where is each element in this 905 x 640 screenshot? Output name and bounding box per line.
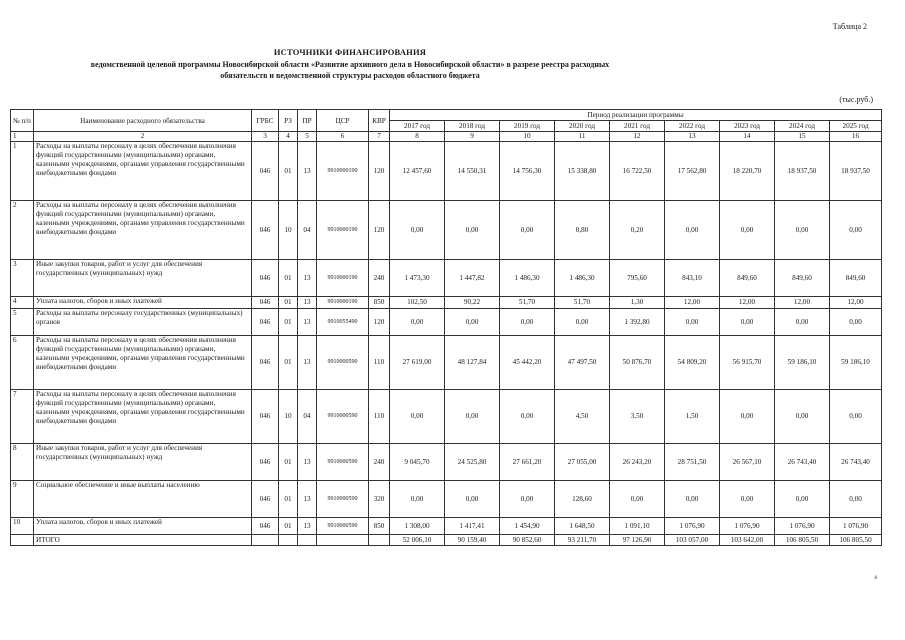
header-name: Наименование расходного обязательства bbox=[34, 110, 252, 132]
year-value: 0,00 bbox=[775, 390, 830, 444]
table-row bbox=[11, 336, 882, 390]
column-number: 12 bbox=[610, 132, 665, 142]
grbs-code: 046 bbox=[252, 390, 279, 444]
year-value: 0,00 bbox=[720, 201, 775, 260]
year-value: 1 486,30 bbox=[555, 260, 610, 297]
year-value: 56 915,70 bbox=[720, 336, 775, 390]
row-number: 6 bbox=[11, 336, 34, 390]
total-row bbox=[11, 535, 882, 546]
year-value: 24 525,80 bbox=[445, 444, 500, 481]
year-value: 3,50 bbox=[610, 390, 665, 444]
expense-name: Уплата налогов, сборов и иных платежей bbox=[34, 518, 252, 535]
year-value: 0,00 bbox=[500, 481, 555, 518]
pr-code: 13 bbox=[298, 518, 317, 535]
csr-code: 9910000590 bbox=[317, 518, 369, 535]
expense-name: Расходы на выплаты персоналу в целях обеспечения выполнения функций государственными (муниципальными) органами, казенными учреждениями, органами управления государственными внебюджетными фондами bbox=[34, 201, 252, 260]
year-value: 54 809,20 bbox=[665, 336, 720, 390]
kvr-code: 850 bbox=[369, 297, 390, 309]
year-value: 12 457,60 bbox=[390, 142, 445, 201]
year-value: 0,00 bbox=[500, 201, 555, 260]
kvr-code: 320 bbox=[369, 481, 390, 518]
table-row bbox=[11, 481, 882, 518]
year-value: 0,00 bbox=[830, 309, 882, 336]
column-number: 4 bbox=[279, 132, 298, 142]
year-value: 0,00 bbox=[555, 309, 610, 336]
row-number: 3 bbox=[11, 260, 34, 297]
csr-code: 9910000590 bbox=[317, 481, 369, 518]
total-empty bbox=[369, 535, 390, 546]
year-value: 18 937,50 bbox=[775, 142, 830, 201]
year-value: 27 661,20 bbox=[500, 444, 555, 481]
rz-code: 01 bbox=[279, 142, 298, 201]
expense-name: Расходы на выплаты персоналу в целях обеспечения выполнения функций государственными (муниципальными) органами, казенными учреждениями, органами управления государственными внебюджетными фондами bbox=[34, 390, 252, 444]
rz-code: 01 bbox=[279, 444, 298, 481]
table-row bbox=[11, 297, 882, 309]
header-year: 2023 год bbox=[720, 121, 775, 132]
csr-code: 9910000590 bbox=[317, 390, 369, 444]
header-year: 2020 год bbox=[555, 121, 610, 132]
header-year: 2024 год bbox=[775, 121, 830, 132]
document-header bbox=[0, 47, 700, 81]
row-number: 9 bbox=[11, 481, 34, 518]
table-row bbox=[11, 201, 882, 260]
year-value: 0,00 bbox=[445, 390, 500, 444]
pr-code: 13 bbox=[298, 297, 317, 309]
year-value: 1 417,41 bbox=[445, 518, 500, 535]
kvr-code: 240 bbox=[369, 260, 390, 297]
year-value: 849,60 bbox=[775, 260, 830, 297]
year-value: 17 562,80 bbox=[665, 142, 720, 201]
row-number: 1 bbox=[11, 142, 34, 201]
pr-code: 13 bbox=[298, 142, 317, 201]
table-row bbox=[11, 260, 882, 297]
grbs-code: 046 bbox=[252, 336, 279, 390]
year-value: 59 186,10 bbox=[775, 336, 830, 390]
year-value: 0,00 bbox=[390, 481, 445, 518]
total-value: 103 057,00 bbox=[665, 535, 720, 546]
year-value: 0,00 bbox=[830, 390, 882, 444]
year-value: 4,50 bbox=[555, 390, 610, 444]
year-value: 1 091,10 bbox=[610, 518, 665, 535]
rz-code: 01 bbox=[279, 518, 298, 535]
column-number: 11 bbox=[555, 132, 610, 142]
year-value: 1 076,90 bbox=[665, 518, 720, 535]
total-empty bbox=[298, 535, 317, 546]
table-row bbox=[11, 390, 882, 444]
year-value: 0,00 bbox=[390, 390, 445, 444]
table-row bbox=[11, 518, 882, 535]
expense-name: Иные закупки товаров, работ и услуг для обеспечения государственных (муниципальных) нужд bbox=[34, 260, 252, 297]
pr-code: 13 bbox=[298, 336, 317, 390]
column-numbers-row bbox=[11, 132, 882, 142]
year-value: 0,00 bbox=[445, 309, 500, 336]
total-value: 90 852,60 bbox=[500, 535, 555, 546]
year-value: 14 756,30 bbox=[500, 142, 555, 201]
year-value: 28 751,50 bbox=[665, 444, 720, 481]
year-value: 0,00 bbox=[720, 481, 775, 518]
year-value: 18 220,70 bbox=[720, 142, 775, 201]
document-title: ИСТОЧНИКИ ФИНАНСИРОВАНИЯ bbox=[273, 47, 427, 57]
year-value: 843,10 bbox=[665, 260, 720, 297]
year-value: 26 243,20 bbox=[610, 444, 665, 481]
header-year: 2019 год bbox=[500, 121, 555, 132]
table-row bbox=[11, 309, 882, 336]
column-number: 3 bbox=[252, 132, 279, 142]
row-number: 7 bbox=[11, 390, 34, 444]
year-value: 128,60 bbox=[555, 481, 610, 518]
year-value: 1 392,80 bbox=[610, 309, 665, 336]
column-number: 9 bbox=[445, 132, 500, 142]
year-value: 90,22 bbox=[445, 297, 500, 309]
csr-code: 9910000590 bbox=[317, 336, 369, 390]
year-value: 0,00 bbox=[390, 201, 445, 260]
year-value: 0,00 bbox=[445, 201, 500, 260]
year-value: 45 442,20 bbox=[500, 336, 555, 390]
year-value: 102,50 bbox=[390, 297, 445, 309]
pr-code: 13 bbox=[298, 444, 317, 481]
year-value: 50 876,70 bbox=[610, 336, 665, 390]
column-number: 16 bbox=[830, 132, 882, 142]
subtitle-line-2: обязательств и ведомственной структуры расходов областного бюджета bbox=[220, 71, 480, 80]
row-number: 5 bbox=[11, 309, 34, 336]
units-label: (тыс.руб.) bbox=[839, 95, 873, 104]
year-value: 0,00 bbox=[665, 201, 720, 260]
rz-code: 01 bbox=[279, 260, 298, 297]
table-body bbox=[11, 142, 882, 546]
year-value: 0,00 bbox=[445, 481, 500, 518]
year-value: 1,50 bbox=[665, 390, 720, 444]
column-number: 6 bbox=[317, 132, 369, 142]
csr-code: 9910000190 bbox=[317, 260, 369, 297]
header-period: Период реализации программы bbox=[390, 110, 882, 121]
year-value: 0,00 bbox=[720, 390, 775, 444]
year-value: 0,00 bbox=[610, 481, 665, 518]
csr-code: 9910000190 bbox=[317, 297, 369, 309]
year-value: 51,70 bbox=[500, 297, 555, 309]
table-row bbox=[11, 142, 882, 201]
year-value: 0,80 bbox=[555, 201, 610, 260]
table-number: Таблица 2 bbox=[832, 22, 867, 31]
year-value: 26 743,40 bbox=[775, 444, 830, 481]
year-value: 16 722,50 bbox=[610, 142, 665, 201]
pr-code: 04 bbox=[298, 390, 317, 444]
expense-name: Социальное обеспечение и иные выплаты населению bbox=[34, 481, 252, 518]
header-grbs: ГРБС bbox=[252, 110, 279, 132]
total-label: ИТОГО bbox=[34, 535, 252, 546]
year-value: 9 045,70 bbox=[390, 444, 445, 481]
pr-code: 13 bbox=[298, 260, 317, 297]
year-value: 51,70 bbox=[555, 297, 610, 309]
row-number: 8 bbox=[11, 444, 34, 481]
year-value: 1 447,82 bbox=[445, 260, 500, 297]
rz-code: 01 bbox=[279, 309, 298, 336]
header-rz: РЗ bbox=[279, 110, 298, 132]
grbs-code: 046 bbox=[252, 518, 279, 535]
pr-code: 13 bbox=[298, 481, 317, 518]
column-number: 10 bbox=[500, 132, 555, 142]
year-value: 0,00 bbox=[665, 481, 720, 518]
kvr-code: 850 bbox=[369, 518, 390, 535]
total-empty bbox=[252, 535, 279, 546]
year-value: 0,00 bbox=[830, 481, 882, 518]
row-number: 2 bbox=[11, 201, 34, 260]
column-number: 15 bbox=[775, 132, 830, 142]
total-value: 103 642,00 bbox=[720, 535, 775, 546]
year-value: 1,30 bbox=[610, 297, 665, 309]
kvr-code: 110 bbox=[369, 390, 390, 444]
total-value: 106 805,50 bbox=[830, 535, 882, 546]
header-pr: ПР bbox=[298, 110, 317, 132]
total-value: 93 211,70 bbox=[555, 535, 610, 546]
year-value: 1 454,90 bbox=[500, 518, 555, 535]
rz-code: 10 bbox=[279, 201, 298, 260]
column-number: 2 bbox=[34, 132, 252, 142]
kvr-code: 240 bbox=[369, 444, 390, 481]
year-value: 48 127,84 bbox=[445, 336, 500, 390]
csr-code: 9910000590 bbox=[317, 444, 369, 481]
year-value: 59 186,10 bbox=[830, 336, 882, 390]
header-year: 2025 год bbox=[830, 121, 882, 132]
csr-code: 9910000190 bbox=[317, 201, 369, 260]
year-value: 849,60 bbox=[830, 260, 882, 297]
column-number: 14 bbox=[720, 132, 775, 142]
year-value: 1 486,30 bbox=[500, 260, 555, 297]
kvr-code: 120 bbox=[369, 201, 390, 260]
row-number: 10 bbox=[11, 518, 34, 535]
year-value: 15 338,80 bbox=[555, 142, 610, 201]
pr-code: 13 bbox=[298, 309, 317, 336]
column-number: 8 bbox=[390, 132, 445, 142]
year-value: 12,00 bbox=[665, 297, 720, 309]
year-value: 0,20 bbox=[610, 201, 665, 260]
year-value: 12,00 bbox=[775, 297, 830, 309]
header-kvr: КВР bbox=[369, 110, 390, 132]
total-empty bbox=[317, 535, 369, 546]
year-value: 12,00 bbox=[830, 297, 882, 309]
row-number: 4 bbox=[11, 297, 34, 309]
total-empty bbox=[279, 535, 298, 546]
year-value: 0,00 bbox=[830, 201, 882, 260]
header-year: 2021 год bbox=[610, 121, 665, 132]
csr-code: 9910000190 bbox=[317, 142, 369, 201]
expense-name: Уплата налогов, сборов и иных платежей bbox=[34, 297, 252, 309]
column-number: 5 bbox=[298, 132, 317, 142]
grbs-code: 046 bbox=[252, 444, 279, 481]
csr-code: 9910055490 bbox=[317, 309, 369, 336]
year-value: 0,00 bbox=[500, 390, 555, 444]
year-value: 0,00 bbox=[775, 481, 830, 518]
year-value: 26 743,40 bbox=[830, 444, 882, 481]
document-subtitle bbox=[0, 59, 700, 81]
year-value: 0,00 bbox=[720, 309, 775, 336]
pr-code: 04 bbox=[298, 201, 317, 260]
column-number: 7 bbox=[369, 132, 390, 142]
total-empty bbox=[11, 535, 34, 546]
year-value: 1 076,90 bbox=[775, 518, 830, 535]
total-value: 97 126,90 bbox=[610, 535, 665, 546]
header-row-1 bbox=[11, 110, 882, 121]
financing-table bbox=[10, 109, 882, 546]
total-value: 90 159,40 bbox=[445, 535, 500, 546]
grbs-code: 046 bbox=[252, 260, 279, 297]
kvr-code: 110 bbox=[369, 336, 390, 390]
year-value: 1 473,30 bbox=[390, 260, 445, 297]
expense-name: Расходы на выплаты персоналу в целях обеспечения выполнения функций государственными (муниципальными) органами, казенными учреждениями, органами управления государственными внебюджетными фондами bbox=[34, 336, 252, 390]
year-value: 0,00 bbox=[500, 309, 555, 336]
subtitle-line-1: ведомственной целевой программы Новосибирской области «Развитие архивного дела в Новосибирской области» в разрезе реестра расходных bbox=[90, 60, 610, 69]
year-value: 795,60 bbox=[610, 260, 665, 297]
year-value: 27 619,00 bbox=[390, 336, 445, 390]
kvr-code: 120 bbox=[369, 309, 390, 336]
year-value: 27 055,00 bbox=[555, 444, 610, 481]
page-number: 8 bbox=[874, 576, 877, 581]
rz-code: 01 bbox=[279, 481, 298, 518]
year-value: 0,00 bbox=[775, 309, 830, 336]
grbs-code: 046 bbox=[252, 297, 279, 309]
header-year: 2018 год bbox=[445, 121, 500, 132]
rz-code: 01 bbox=[279, 336, 298, 390]
column-number: 1 bbox=[11, 132, 34, 142]
year-value: 1 308,00 bbox=[390, 518, 445, 535]
grbs-code: 046 bbox=[252, 481, 279, 518]
year-value: 1 648,50 bbox=[555, 518, 610, 535]
kvr-code: 120 bbox=[369, 142, 390, 201]
expense-name: Расходы на выплаты персоналу в целях обеспечения выполнения функций государственными (муниципальными) органами, казенными учреждениями, органами управления государственными внебюджетными фондами bbox=[34, 142, 252, 201]
header-year: 2022 год bbox=[665, 121, 720, 132]
year-value: 14 550,31 bbox=[445, 142, 500, 201]
header-year: 2017 год bbox=[390, 121, 445, 132]
year-value: 0,00 bbox=[775, 201, 830, 260]
year-value: 18 937,50 bbox=[830, 142, 882, 201]
year-value: 849,60 bbox=[720, 260, 775, 297]
header-csr: ЦСР bbox=[317, 110, 369, 132]
table-row bbox=[11, 444, 882, 481]
total-value: 52 006,10 bbox=[390, 535, 445, 546]
year-value: 47 497,50 bbox=[555, 336, 610, 390]
grbs-code: 046 bbox=[252, 142, 279, 201]
grbs-code: 046 bbox=[252, 309, 279, 336]
rz-code: 10 bbox=[279, 390, 298, 444]
year-value: 0,00 bbox=[390, 309, 445, 336]
header-num: № п/п bbox=[11, 110, 34, 132]
expense-name: Расходы на выплаты персоналу государственных (муниципальных) органов bbox=[34, 309, 252, 336]
year-value: 26 567,10 bbox=[720, 444, 775, 481]
column-number: 13 bbox=[665, 132, 720, 142]
rz-code: 01 bbox=[279, 297, 298, 309]
total-value: 106 805,50 bbox=[775, 535, 830, 546]
year-value: 0,00 bbox=[665, 309, 720, 336]
year-value: 1 076,90 bbox=[720, 518, 775, 535]
year-value: 12,00 bbox=[720, 297, 775, 309]
year-value: 1 076,90 bbox=[830, 518, 882, 535]
grbs-code: 046 bbox=[252, 201, 279, 260]
expense-name: Иные закупки товаров, работ и услуг для обеспечения государственных (муниципальных) нужд bbox=[34, 444, 252, 481]
